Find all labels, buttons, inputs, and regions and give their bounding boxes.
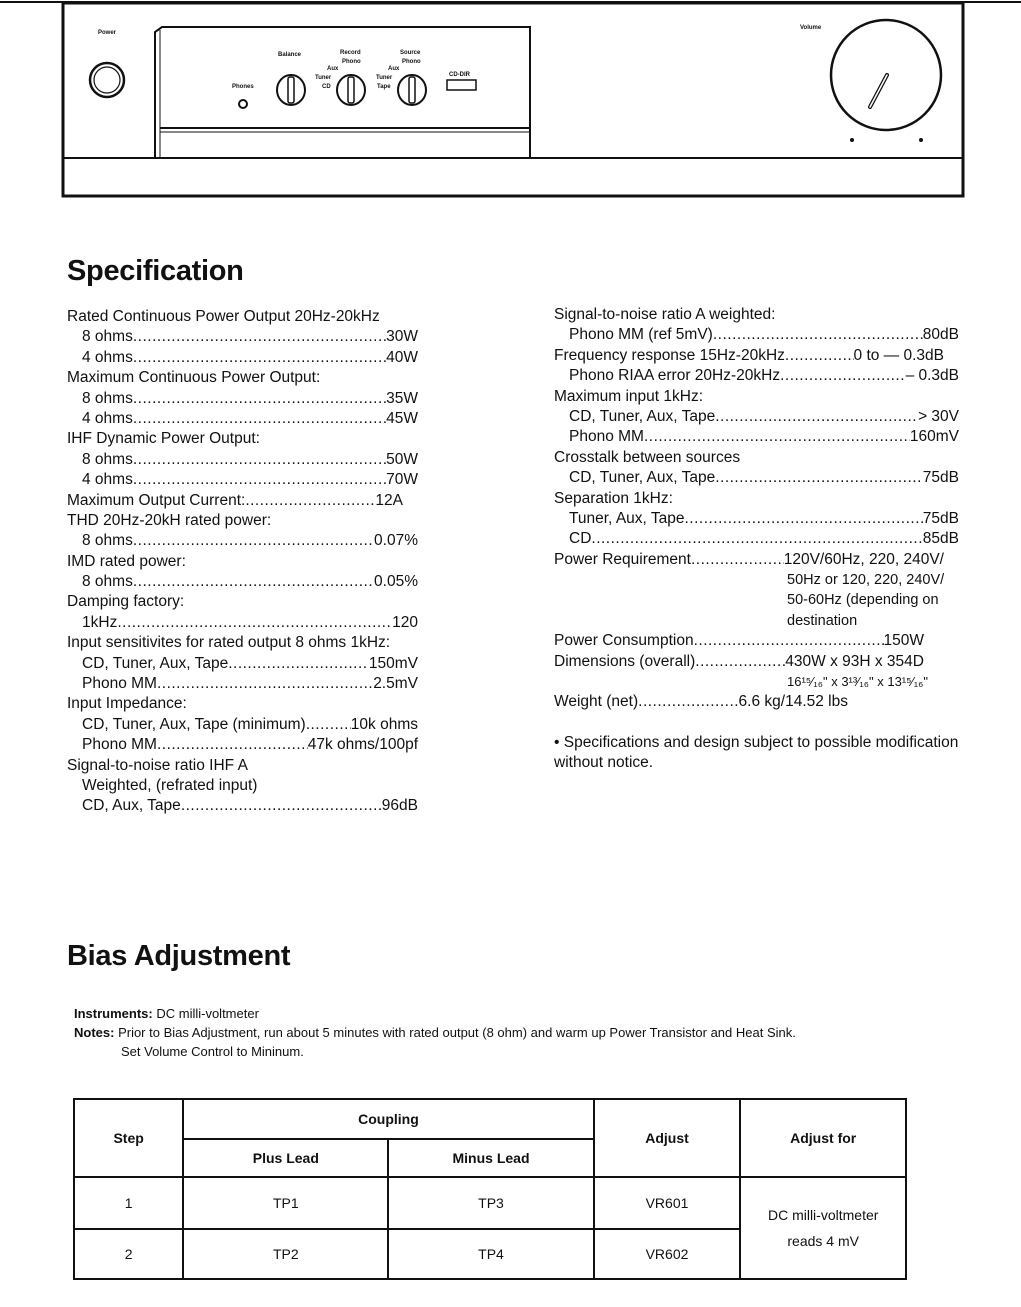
spec-label: IMD rated power: (67, 552, 186, 570)
plus-lead-header: Plus Lead (183, 1139, 388, 1177)
notes-label: Notes: (74, 1025, 115, 1040)
spec-row (67, 756, 403, 776)
power-requirement-continued (554, 570, 944, 631)
spec-row (554, 448, 944, 468)
spec-right-column (554, 305, 959, 774)
spec-row (67, 327, 418, 347)
spec-value: > 30V (918, 407, 959, 425)
spec-label: Power Consumption (554, 632, 694, 650)
balance-knob (277, 75, 305, 105)
spec-row (67, 715, 418, 735)
spec-value: 120V/60Hz, 220, 240V/ (783, 550, 944, 568)
spec-row (67, 796, 418, 816)
spec-row (67, 429, 403, 449)
spec-label: Phono MM (82, 736, 157, 754)
dimensions-inch: 16¹⁵⁄₁₆" x 3¹³⁄₁₆" x 13¹⁵⁄₁₆" (787, 674, 928, 690)
spec-label: Power Requirement (554, 550, 691, 568)
spec-value: 47k ohms/100pf (307, 736, 418, 754)
spec-value: 0 to — 0.3dB (853, 346, 944, 364)
spec-row (554, 529, 959, 549)
spec-value: 2.5mV (373, 675, 418, 693)
spec-note-line1: • Specifications and design subject to possible modification (554, 733, 959, 751)
spec-value: 10k ohms (350, 715, 418, 733)
spec-label: Phono MM (82, 675, 157, 693)
record-selector-knob (337, 75, 365, 105)
spec-row (554, 305, 944, 325)
spec-row (554, 366, 959, 386)
spec-right-list (554, 305, 959, 570)
coupling-header: Coupling (183, 1099, 593, 1139)
spec-row (554, 427, 959, 447)
spec-row (67, 674, 418, 694)
power-requirement-line: 50Hz or 120, 220, 240V/ (787, 572, 945, 589)
spec-label: Maximum input 1kHz: (554, 387, 704, 405)
power-requirement-line: 50-60Hz (depending on (787, 592, 939, 609)
spec-label: Input Impedance: (67, 695, 187, 713)
spec-label: CD, Tuner, Aux, Tape (minimum) (82, 715, 306, 733)
notes-line2: Set Volume Control to Mininum. (121, 1044, 304, 1059)
spec-value: 12A (375, 491, 403, 509)
spec-row (554, 489, 944, 509)
source-phono-label: Phono (402, 59, 421, 65)
spec-label: Signal-to-noise ratio A weighted: (554, 306, 776, 323)
spec-row (67, 511, 403, 531)
spec-row (67, 491, 403, 511)
spec-value: 50W (386, 450, 418, 468)
weight-label: Weight (net) (554, 693, 639, 711)
spec-label: Maximum Output Current: (67, 491, 246, 509)
source-aux-label: Aux (388, 66, 400, 72)
source-selector-knob (398, 75, 426, 105)
adjust-for-cell (740, 1177, 906, 1279)
spec-label: Crosstalk between sources (554, 448, 741, 466)
spec-label: Input sensitivites for rated output 8 ohms 1kHz: (67, 634, 391, 652)
spec-row (67, 409, 418, 429)
balance-label: Balance (278, 52, 302, 58)
step-cell: 1 (74, 1177, 183, 1229)
adjust-for-header: Adjust for (740, 1099, 906, 1177)
spec-row (554, 509, 959, 529)
spec-left-column (67, 307, 418, 817)
step-cell: 2 (74, 1229, 183, 1279)
cd-dir-label: CD-DIR (449, 72, 470, 78)
spec-row (67, 654, 418, 674)
specification-title: Specification (67, 255, 244, 287)
phones-label: Phones (232, 84, 254, 90)
spec-value: 30W (386, 328, 418, 346)
minus-lead-cell: TP3 (388, 1177, 593, 1229)
power-requirement-line: destination (787, 612, 858, 629)
spec-label: Weighted, (refrated input) (82, 776, 258, 794)
notes-line1: Prior to Bias Adjustment, run about 5 minutes with rated output (8 ohm) and warm up Power Transistor and Heat Sink. (114, 1025, 796, 1040)
spec-row (67, 368, 403, 388)
spec-label: CD, Tuner, Aux, Tape (569, 469, 716, 487)
bias-notes (74, 1004, 974, 1061)
instruments-label: Instruments: (74, 1006, 153, 1021)
spec-row (67, 572, 418, 592)
spec-value: 120 (392, 613, 418, 631)
spec-row (67, 735, 418, 755)
spec-label: CD, Aux, Tape (82, 797, 181, 815)
spec-row (67, 307, 403, 327)
spec-row (67, 389, 418, 409)
spec-label: CD, Tuner, Aux, Tape (82, 654, 229, 672)
spec-value: 85dB (922, 530, 959, 548)
record-phono-label: Phono (342, 59, 361, 65)
spec-label: CD, Tuner, Aux, Tape (569, 407, 716, 425)
spec-label: Rated Continuous Power Output 20Hz-20kHz (67, 308, 380, 325)
power-button (90, 63, 124, 97)
record-tuner-label: Tuner (315, 75, 332, 81)
power-label: Power (98, 30, 117, 36)
adjust-cell: VR602 (594, 1229, 741, 1279)
spec-note-line2: without notice. (554, 754, 654, 772)
spec-label: IHF Dynamic Power Output: (67, 430, 260, 448)
minus-lead-cell: TP4 (388, 1229, 593, 1279)
spec-row (554, 346, 944, 366)
spec-label: 1kHz (82, 613, 118, 631)
spec-label: 4 ohms (82, 409, 133, 427)
spec-label: 4 ohms (82, 471, 133, 489)
spec-label: 4 ohms (82, 348, 133, 366)
source-tape-label: Tape (377, 84, 391, 90)
spec-value: 0.07% (374, 532, 418, 550)
spec-row (67, 633, 403, 653)
adjust-for-line1: DC milli-voltmeter (767, 1207, 879, 1223)
spec-value: 45W (386, 409, 418, 427)
spec-row (554, 652, 924, 672)
plus-lead-cell: TP1 (183, 1177, 388, 1229)
spec-value: 75dB (922, 509, 959, 527)
spec-label: Phono MM (569, 428, 644, 446)
spec-label: CD (569, 530, 592, 548)
spec-row (554, 468, 959, 488)
step-header: Step (74, 1099, 183, 1177)
record-label: Record (340, 50, 361, 56)
spec-label: Tuner, Aux, Tape (569, 509, 685, 527)
spec-label: THD 20Hz-20kH rated power: (67, 511, 272, 529)
spec-row (554, 407, 959, 427)
spec-label: Frequency response 15Hz-20kHz (554, 346, 785, 364)
spec-label: Signal-to-noise ratio IHF A (67, 756, 248, 774)
spec-row (67, 348, 418, 368)
spec-label: Maximum Continuous Power Output: (67, 369, 321, 387)
record-aux-label: Aux (327, 66, 339, 72)
spec-row (554, 387, 944, 407)
spec-row (554, 631, 924, 651)
table-row (74, 1177, 906, 1229)
spec-label: 8 ohms (82, 328, 133, 346)
bias-table (73, 1098, 907, 1280)
spec-value: 35W (386, 389, 418, 407)
spec-row (67, 531, 418, 551)
phones-jack (239, 100, 247, 108)
minus-lead-header: Minus Lead (388, 1139, 593, 1177)
instruments-value: DC milli-voltmeter (152, 1006, 259, 1021)
spec-label: 8 ohms (82, 573, 133, 591)
spec-row (67, 592, 403, 612)
spec-value: – 0.3dB (905, 367, 959, 385)
bias-adjustment-title: Bias Adjustment (67, 940, 291, 972)
spec-label: 8 ohms (82, 532, 133, 550)
weight-row (554, 692, 848, 712)
spec-value: 75dB (922, 469, 959, 487)
spec-row (554, 550, 944, 570)
spec-label: Phono MM (ref 5mV) (569, 326, 713, 344)
spec-value: 96dB (381, 797, 418, 815)
spec-label: 8 ohms (82, 450, 133, 468)
spec-value: 150mV (368, 654, 418, 672)
spec-row (554, 325, 959, 345)
spec-label: Separation 1kHz: (554, 489, 673, 507)
spec-value: 80dB (922, 326, 959, 344)
spec-value: 70W (386, 471, 418, 489)
spec-row (67, 613, 418, 633)
adjust-for-line2: reads 4 mV (787, 1233, 859, 1249)
weight-value: 6.6 kg/14.52 lbs (738, 693, 848, 711)
source-label: Source (400, 50, 421, 56)
adjust-header: Adjust (594, 1099, 741, 1177)
spec-value: 150W (883, 632, 924, 650)
record-cd-label: CD (322, 84, 331, 90)
spec-label: 8 ohms (82, 389, 133, 407)
adjust-cell: VR601 (594, 1177, 741, 1229)
spec-value: 40W (386, 348, 418, 366)
volume-label: Volume (800, 25, 822, 31)
spec-value: 430W x 93H x 354D (785, 652, 924, 670)
spec-row (67, 450, 418, 470)
spec-value: 0.05% (374, 573, 418, 591)
spec-row (67, 552, 403, 572)
spec-row (67, 694, 403, 714)
spec-value: 160mV (909, 428, 959, 446)
spec-label: Damping factory: (67, 593, 185, 611)
spec-row (67, 776, 418, 796)
plus-lead-cell: TP2 (183, 1229, 388, 1279)
front-panel-diagram (0, 0, 1021, 205)
spec-label: Phono RIAA error 20Hz-20kHz (569, 367, 781, 385)
source-tuner-label: Tuner (376, 75, 393, 81)
spec-label: Dimensions (overall) (554, 652, 696, 670)
spec-right-list-2 (554, 631, 944, 672)
spec-row (67, 470, 418, 490)
cd-dir-button (447, 80, 476, 90)
